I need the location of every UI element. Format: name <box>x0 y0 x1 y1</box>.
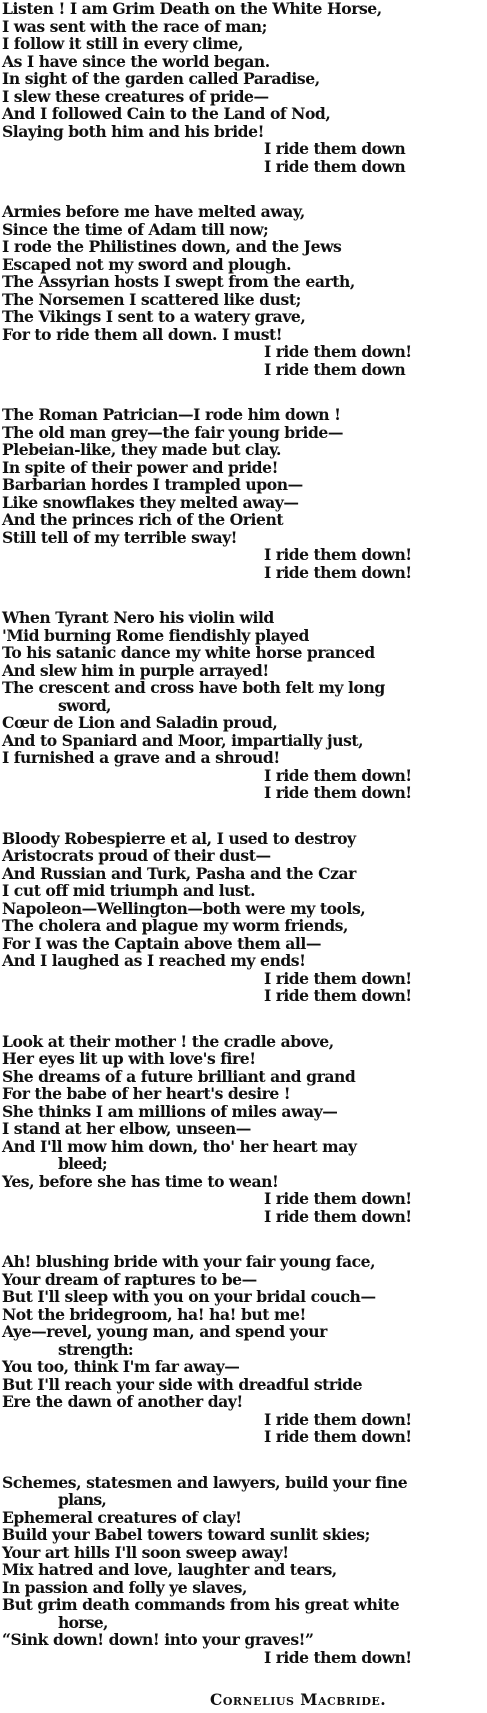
verse-line: And slew him in purple arrayed! <box>2 660 269 680</box>
verse-line: And the princes rich of the Orient <box>2 510 284 529</box>
verse-line: The old man grey—the fair young bride— <box>2 422 344 442</box>
verse-line: sword, <box>58 695 111 715</box>
verse-line: You too, think I'm far away— <box>2 1357 240 1376</box>
verse-line: bleed; <box>58 1154 107 1173</box>
verse-line: For I was the Captain above them all— <box>2 933 321 953</box>
refrain-line: I ride them down! <box>264 1647 412 1667</box>
stanza-3 <box>2 406 485 581</box>
refrain-line: I ride them down! <box>264 562 412 582</box>
poem-body <box>2 0 485 1666</box>
verse-line: Not the bridegroom, ha! ha! but me! <box>2 1304 306 1324</box>
refrain-line: I ride them down! <box>264 1206 412 1226</box>
stanza-1 <box>2 0 485 175</box>
verse-line: And I followed Cain to the Land of Nod, <box>2 104 331 123</box>
refrain-line: I ride them down! <box>264 342 412 361</box>
verse-line: The Vikings I sent to a watery grave, <box>2 307 306 326</box>
verse-line: Schemes, statesmen and lawyers, build your fine <box>2 1472 408 1492</box>
verse-line: Bloody Robespierre et al, I used to destroy <box>2 828 356 848</box>
refrain-line: I ride them down! <box>264 1409 412 1429</box>
verse-line: Build your Babel towers toward sunlit skies; <box>2 1525 370 1544</box>
verse-line: Ere the dawn of another day! <box>2 1392 243 1411</box>
verse-line: Still tell of my terrible sway! <box>2 527 238 547</box>
verse-line: Napoleon—Wellington—both were my tools, <box>2 898 366 918</box>
verse-line: In sight of the garden called Paradise, <box>2 69 320 88</box>
refrain-line: I ride them down <box>264 156 406 176</box>
verse-line: I cut off mid triumph and lust. <box>2 881 256 900</box>
verse-line: “Sink down! down! into your graves!” <box>2 1630 314 1649</box>
verse-line: And Russian and Turk, Pasha and the Czar <box>2 863 356 883</box>
verse-line: To his satanic dance my white horse pranced <box>2 643 375 662</box>
verse-line: Aristocrats proud of their dust— <box>2 846 271 865</box>
verse-line: The Norsemen I scattered like dust; <box>2 289 301 309</box>
refrain-line: I ride them down! <box>264 968 412 988</box>
verse-line: For the babe of her heart's desire ! <box>2 1084 291 1103</box>
verse-line: Her eyes lit up with love's fire! <box>2 1049 256 1068</box>
stanza-6 <box>2 1033 485 1226</box>
verse-line: plans, <box>58 1490 107 1509</box>
verse-line: Listen ! I am Grim Death on the White Horse, <box>2 0 382 18</box>
stanza-5 <box>2 830 485 1005</box>
verse-line: Plebeian-like, they made but clay. <box>2 440 281 459</box>
refrain-line: I ride them down! <box>264 986 412 1005</box>
verse-line: And I'll mow him down, tho' her heart may <box>2 1136 357 1156</box>
verse-line: Escaped not my sword and plough. <box>2 254 292 274</box>
stanza-2 <box>2 203 485 378</box>
verse-line: Armies before me have melted away, <box>2 202 305 221</box>
verse-line: Like snowflakes they melted away— <box>2 492 299 512</box>
verse-line: When Tyrant Nero his violin wild <box>2 608 274 627</box>
refrain-line: I ride them down <box>264 359 406 379</box>
refrain-line: I ride them down! <box>264 1427 412 1446</box>
verse-line: But I'll reach your side with dreadful stride <box>2 1374 363 1394</box>
verse-line: The Roman Patrician—I rode him down ! <box>2 405 341 424</box>
verse-line: Your dream of raptures to be— <box>2 1269 257 1289</box>
verse-line: The cholera and plague my worm friends, <box>2 916 348 935</box>
verse-line: I furnished a grave and a shroud! <box>2 748 280 767</box>
refrain-line: I ride them down <box>264 139 406 158</box>
verse-line: Cœur de Lion and Saladin proud, <box>2 713 278 732</box>
verse-line: I was sent with the race of man; <box>2 16 267 36</box>
refrain-line: I ride them down! <box>264 783 412 802</box>
verse-line: I slew these creatures of pride— <box>2 86 269 106</box>
verse-line: But grim death commands from his great white <box>2 1595 400 1614</box>
verse-line: I rode the Philistines down, and the Jews <box>2 237 342 256</box>
verse-line: She dreams of a future brilliant and grand <box>2 1066 356 1086</box>
verse-line: Since the time of Adam till now; <box>2 219 269 239</box>
verse-line: Slaying both him and his bride! <box>2 121 264 141</box>
verse-line: The crescent and cross have both felt my long <box>2 678 385 697</box>
verse-line: In spite of their power and pride! <box>2 457 278 477</box>
refrain-line: I ride them down! <box>264 765 412 785</box>
verse-line: The Assyrian hosts I swept from the earth, <box>2 272 355 291</box>
verse-line: Barbarian hordes I trampled upon— <box>2 475 303 494</box>
verse-line: Look at their mother ! the cradle above, <box>2 1031 334 1051</box>
verse-line: Ah! blushing bride with your fair young face, <box>2 1252 376 1271</box>
refrain-line: I ride them down! <box>264 545 412 564</box>
verse-line: Your art hills I'll soon sweep away! <box>2 1542 289 1562</box>
verse-line: Aye—revel, young man, and spend your <box>2 1322 327 1341</box>
verse-line: And I laughed as I reached my ends! <box>2 951 306 970</box>
verse-line: In passion and folly ye slaves, <box>2 1577 247 1597</box>
verse-line: I follow it still in every clime, <box>2 34 243 53</box>
stanza-8 <box>2 1474 485 1667</box>
verse-line: And to Spaniard and Moor, impartially just, <box>2 730 364 750</box>
refrain-line: I ride them down! <box>264 1189 412 1208</box>
verse-line: For to ride them all down. I must! <box>2 324 283 344</box>
verse-line: strength: <box>58 1339 134 1359</box>
verse-line: Yes, before she has time to wean! <box>2 1171 279 1191</box>
verse-line: Mix hatred and love, laughter and tears, <box>2 1560 337 1579</box>
verse-line: horse, <box>58 1612 108 1632</box>
verse-line: Ephemeral creatures of clay! <box>2 1507 242 1527</box>
verse-line: She thinks I am millions of miles away— <box>2 1101 338 1121</box>
verse-line: I stand at her elbow, unseen— <box>2 1119 251 1138</box>
verse-line: 'Mid burning Rome fiendishly played <box>2 625 309 645</box>
stanza-4 <box>2 609 485 802</box>
verse-line: As I have since the world began. <box>2 51 270 71</box>
author-signature: Cornelius Macbride. <box>210 1690 387 1709</box>
stanza-7 <box>2 1253 485 1446</box>
verse-line: But I'll sleep with you on your bridal couch— <box>2 1287 376 1306</box>
